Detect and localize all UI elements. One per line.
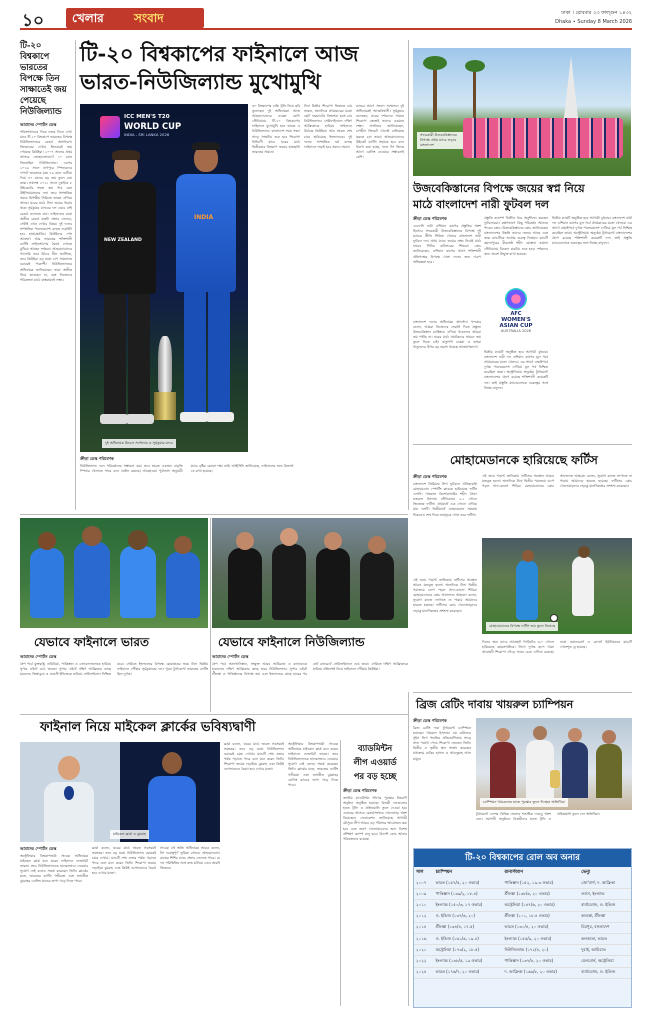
logo-text-a: খেলার xyxy=(72,11,104,25)
cell-year: ২০০৯ xyxy=(414,889,434,900)
cell-winner: ভারত (১৭৬/৭, ২০ ওভার) xyxy=(434,967,503,978)
cell-venue: দুবাই, আমিরাত xyxy=(579,945,631,956)
table-row xyxy=(414,889,631,900)
main-body-d: নিউজিল্যান্ড দলে পরিবর্তনের সম্ভাবনা কম। তবে ভারত একজন বাড়তি স্পিনার খেলাতে পারে বলে গুঞ্জন রয়েছে। আবহাওয়া পূর্বাভাস অনুযায়ী ম্যাচে বৃষ্টির কোনো শঙ্কা নেই। আইসিসি জানিয়েছে, ফাইনালের জন্য রিজার্ভ ডে রাখা হয়েছে। xyxy=(80,464,294,474)
cell-venue: জো'বার্গ, দ. আফ্রিকা xyxy=(579,878,631,889)
cell-venue: কলকাতা, ভারত xyxy=(579,933,631,944)
clarke-headline: ফাইনাল নিয়ে মাইকেল ক্লার্কের ভবিষ্যদ্বাণী xyxy=(40,720,256,735)
india-final-headline: যেভাবে ফাইনালে ভারত xyxy=(34,635,149,649)
cell-year: ২০১৪ xyxy=(414,922,434,933)
india-final-text xyxy=(20,654,208,710)
cell-winner: ও. ইন্ডিজ (১৩৭/৬, ২০) xyxy=(434,911,503,922)
fortis-photo xyxy=(482,538,632,634)
left-story xyxy=(20,40,72,510)
india-celebration-photo xyxy=(20,518,208,628)
cell-runner: দ. আফ্রিকা (১৬৯/৮, ২০ ওভার) xyxy=(503,967,580,978)
clarke-body-d: ক্লার্ক বলেন, ঘরের মাঠে ভারত সবসময়ই ভয়ংকর। তবে বড় মঞ্চে নিউজিল্যান্ড বরাবরই চমক দেখায়। ম্যাচটি শেষ ওভার পর্যন্ত গড়াতে পারে বলে মনে করেন তিনি। শিরোপা জয়ের লড়াইয়ে বুমরাহ এবং কিউই ওপেনারদের দ্বৈরথ হবে দেখার মতো। xyxy=(224,742,284,772)
badge-line3: ASIAN CUP xyxy=(499,323,533,329)
bridge-award-photo xyxy=(476,718,632,810)
cell-venue: কলম্বো, শ্রীলঙ্কা xyxy=(579,911,631,922)
table-row xyxy=(414,911,631,922)
women-body-b: বাংলাদেশ দলের অধিনায়ক আফঈদা খন্দকার বলেন, আমরা নিজেদের সেরাটা দিতে প্রস্তুত। উজবেকিস্তান র‌্যাঙ্কিংয়ে এগিয়ে থাকলেও আমরা ভয় পাচ্ছি না। ঘরের মাঠে সমর্থকদের সামনে জয় তুলে নিতে চাই। ঋতুপর্ণা চাকমা ও তহুরা খাতুনদের উপর বড় ভরসা থাকছে আক্রমণভাগে। xyxy=(413,320,481,350)
women-body-d: দ্বিতীয় ম্যাচটি অনুষ্ঠিত হবে আগামী বুধবার। বাংলাদেশ নারী দল এশিয়ান কাপের মূল পর্বে প্রথমবারের মতো খেলবে। এর আগে বাছাইপর্বে দুর্দান্ত পারফরম্যান্স দেখিয়ে মূল পর্ব নিশ্চিত করেছিল তারা। অস্ট্রেলিয়ায় অনুষ্ঠেয় টুর্নামেন্টে বাংলাদেশের গ্রুপে রয়েছে শক্তিশালী কয়েকটি দল। তাই প্রস্তুতি ম্যাচগুলোকে গুরুত্বের সঙ্গে নিচ্ছে বাফুফে। xyxy=(552,216,632,246)
fortis-body-c: দিনের অন্য ম্যাচে আবাহনী লিমিটেড ৩-০ গোলে হারিয়েছে রহমতগঞ্জকে। লিগে দুর্দান্ত ছন্দে থাকা আবাহনী শিরোপা দৌড়ে সবার চেয়ে এগিয়ে রয়েছে। ঢাকা ওয়ান্ডারার্স ও ব্রাদার্স ইউনিয়নের ম্যাচটি গোলশূন্য ড্র হয়েছে। xyxy=(482,640,632,655)
col-runner: রানার্সআপ xyxy=(504,870,524,875)
player-white xyxy=(572,556,594,616)
cell-year: ২০১২ xyxy=(414,911,434,922)
main-body-a: ৩০ বিশ্বকাপের বাকি ট্রফি নিয়ে ছবি তুলেছেন দুই অধিনায়ক। আজ আহমেদাবাদের নরেন্দ্র মোদি স্টেডিয়ামে টি-২০ বিশ্বকাপের ফাইনালে মুখোমুখি হবে ভারত ও নিউজিল্যান্ড। বাংলাদেশ সময় সন্ধ্যা সাড়ে সাতটায় শুরু হবে শিরোপা নির্ধারণী ম্যাচ। ঘরের মাঠে দ্বিতীয়বার বিশ্বকাপ জয়ের হাতছানি ভারতের সামনে। xyxy=(252,104,300,154)
clarke-body-e: অস্ট্রেলিয়ার বিশ্বকাপজয়ী সাবেক অধিনায়ক মাইকেল ক্লার্ক মনে করেন ফাইনালে ফেভারিট ভারত। তবে নিউজিল্যান্ডকে হালকাভাবে নেওয়ার সুযোগ নেই বলেও সতর্ক করেছেন তিনি। ক্লার্কের মতে, ভারতের ব্যাটিং গভীরতা এবং জসপ্রীত বুমরাহর বোলিং ম্যাচের ভাগ্য গড়ে দিতে পারে। xyxy=(288,742,338,787)
table-body xyxy=(414,878,631,978)
clarke-body-b: ক্লার্ক বলেন, ঘরের মাঠে ভারত সবসময়ই ভয়ংকর। তবে বড় মঞ্চে নিউজিল্যান্ড বরাবরই চমক দেখায়। ম্যাচটি শেষ ওভার পর্যন্ত গড়াতে পারে বলে মনে করেন তিনি। শিরোপা জয়ের লড়াইয়ে বুমরাহ এবং কিউই ওপেনারদের দ্বৈরথ হবে দেখার মতো। xyxy=(92,846,156,876)
page-number: ১০ xyxy=(22,11,45,31)
masthead xyxy=(20,8,632,30)
clarke-byline: আমাদের স্পোর্টস ডেস্ক xyxy=(20,846,57,851)
badminton-story xyxy=(343,742,407,1006)
cell-winner: শ্রীলঙ্কা (১৩৪/৪, ১৭.৫) xyxy=(434,922,503,933)
wc-logo xyxy=(100,114,230,140)
bridge-caption: চ্যাম্পিয়ন খায়রুলের হাতে পুরস্কার তুলে দিচ্ছেন অতিথিরা xyxy=(480,798,568,807)
bridge-headline: ব্রিজ রেটিং দাবায় খায়রুল চ্যাম্পিয়ন xyxy=(416,698,574,711)
main-body-c: ম্যাচের আগে সংবাদ সম্মেলনে দুই অধিনায়কই আত্মবিশ্বাসী। সূর্যকুমার বলেছেন, ঘরের দর্শকদের সামনে শিরোপা জেতাই তাদের একমাত্র লক্ষ্য। স্যান্টনার জানিয়েছেন, চাপহীন ক্রিকেট খেলেই বাজিমাত করতে চান তারা। আহমেদাবাদের উইকেট ব্যাটিং সহায়ক হবে বলে ধারণা করা হচ্ছে, ফলে টস জিতে আগে বোলিং নেওয়ার সম্ভাবনাই বেশি। xyxy=(356,104,404,159)
cell-runner: শ্রীলঙ্কা (১৩৮/৬, ২০ ওভার) xyxy=(503,889,580,900)
women-caption: সফরকারী উজবেকিস্তানের বিপক্ষে প্রথম ম্যাচে লড়বে বাংলাদেশ xyxy=(417,132,463,149)
clarke-caption: মাইকেল ক্লার্ক ও বুমরাহ xyxy=(110,830,149,839)
col-venue: ভেন্যু xyxy=(581,870,591,875)
trophy-small xyxy=(550,770,560,788)
bridge-body-b: টুর্নামেন্টে দেশের বিভিন্ন জেলার শতাধিক দাবাড়ু অংশ নেন। সমাপনী অনুষ্ঠানে বিজয়ীদের হাতে ট্রফি ও প্রাইজমানি তুলে দেন অতিথিরা। xyxy=(476,812,600,822)
main-byline: ক্রীড়া ডেস্ক পরিবেশক xyxy=(80,456,114,461)
players-row xyxy=(463,118,623,158)
logo-text-b: সংবাদ xyxy=(134,11,164,25)
roll-of-honour xyxy=(413,848,632,1008)
cell-venue: লর্ডস, ইংল্যান্ড xyxy=(579,889,631,900)
main-body-b: টানা দ্বিতীয় শিরোপা জিততে চায় ভারত, অন্যদিকে প্রথমবারের মতো ছোট ফরম্যাটের বিশ্বসেরা হতে চায় নিউজিল্যান্ড। সেমিফাইনালে দক্ষিণ আফ্রিকাকে হারিয়ে ফাইনালে উঠেছে কিউইরা। আর ভারত শেষ চারে হারিয়েছে ইংল্যান্ডকে। দুই দলের সাম্প্রতিক ফর্ম বলছে ফাইনালে লড়াই হবে সমানে সমান। xyxy=(304,104,352,149)
badminton-headline-3: পর বড় হচ্ছে xyxy=(353,771,397,781)
cell-runner: ভারত (১৩০/৪, ২০ ওভার) xyxy=(503,922,580,933)
bridge-byline: ক্রীড়া ডেস্ক পরিবেশক xyxy=(413,718,447,723)
cell-year: ২০১০ xyxy=(414,900,434,911)
fortis-body-a: বাংলাদেশ প্রিমিয়ার লিগ ফুটবলে ঐতিহ্যবাহী মোহামেডান স্পোর্টিং ক্লাবকে হারিয়েছে ফর্টিস এফসি। গতকাল কিশোরগঞ্জের শহীদ সৈয়দ নজরুল ইসলাম স্টেডিয়ামে ২-১ গোলে জিতেছে ফর্টিস। প্রথমার্ধে এক গোলে এগিয়ে যায় দলটি। দ্বিতীয়ার্ধে মোহামেডান সমতায় ফিরলেও শেষ দিকে জয়সূচক গোল করে ফর্টিস। xyxy=(413,482,477,517)
cell-runner: ইংল্যান্ড (১৫৫/৯, ২০ ওভার) xyxy=(503,933,580,944)
india-final-byline: আমাদের স্পোর্টস ডেস্ক xyxy=(20,654,57,659)
cell-winner: ইংল্যান্ড (১৩৮/৫, ১৯ ওভার) xyxy=(434,956,503,967)
date-bn: ঢাকা । রোববার ২৩ ফাল্গুন ১৪৩২ xyxy=(561,10,632,16)
table-row xyxy=(414,922,631,933)
table-row xyxy=(414,967,631,978)
cell-runner: অস্ট্রেলিয়া (১৪৭/৬, ২০ ওভার) xyxy=(503,900,580,911)
player-suryakumar xyxy=(170,144,242,442)
table-title: টি-২০ বিশ্বকাপের রোল অব অনার xyxy=(414,849,631,867)
nz-celebration-photo xyxy=(212,518,408,628)
table-row xyxy=(414,878,631,889)
cell-year: ২০২২ xyxy=(414,956,434,967)
left-byline: আমাদের স্পোর্টস ডেস্ক xyxy=(20,122,57,127)
jersey-text-india: INDIA xyxy=(194,214,214,221)
badge-line1: AFC xyxy=(510,311,522,317)
women-body-c2: দ্বিতীয় ম্যাচটি অনুষ্ঠিত হবে আগামী বুধবার। বাংলাদেশ নারী দল এশিয়ান কাপের মূল পর্বে প্রথমবারের মতো খেলবে। এর আগে বাছাইপর্বে দুর্দান্ত পারফরম্যান্স দেখিয়ে মূল পর্ব নিশ্চিত করেছিল তারা। অস্ট্রেলিয়ায় অনুষ্ঠেয় টুর্নামেন্টে বাংলাদেশের গ্রুপে রয়েছে শক্তিশালী কয়েকটি দল। তাই প্রস্তুতি ম্যাচগুলোকে গুরুত্বের সঙ্গে নিচ্ছে বাফুফে। xyxy=(484,350,548,390)
cell-year: ২০২১ xyxy=(414,945,434,956)
nz-final-body: গ্রুপ পর্বে আফগানিস্তান, সংযুক্ত আরব আমিরাত ও কানাডাকে হারালেও দক্ষিণ আফ্রিকার কাছে হারে নিউজিল্যান্ড। সুপার এইটে শ্রীলঙ্কা ও পাকিস্তানের বিপক্ষে জয় এবং ইংল্যান্ডের কাছে হারের পর নেট রানরেটে সেমিফাইনালে ওঠে তারা। সেমিতে দক্ষিণ আফ্রিকাকে হারিয়ে প্রতিশোধ নিয়ে ফাইনালে পৌঁছায় কিউইরা। xyxy=(212,662,408,677)
trophy xyxy=(150,336,180,422)
col-year: সাল xyxy=(416,870,424,875)
wc-line3: INDIA - SRI LANKA 2026 xyxy=(124,132,170,137)
clarke-body-c: সাবেক এই অজি অধিনায়ক আরও বলেন, টস গুরুত্বপূর্ণ ভূমিকা রাখবে। আহমেদাবাদে রাতের শিশির ম্যাচে প্রভাব ফেলতে পারে। যে দল পরিস্থিতির সঙ্গে দ্রুত মানিয়ে নেবে তারাই জিতবে। xyxy=(160,846,220,871)
cell-winner: ইংল্যান্ড (১৫০/৩, ১৭ ওভার) xyxy=(434,900,503,911)
women-headline-line1: উজবেকিস্তানের বিপক্ষে জয়ের স্বপ্ন নিয়ে xyxy=(413,182,585,195)
cell-venue: মেলবোর্ন, অস্ট্রেলিয়া xyxy=(579,956,631,967)
table-header-row xyxy=(414,867,631,878)
india-final-body: গ্রুপ পর্বে যুক্তরাষ্ট্র, নামিবিয়া, পাকিস্তান ও নেদারল্যান্ডসকে হারিয়ে সুপার এইটে ওঠে ভারত। সুপার এইটে দক্ষিণ আফ্রিকার কাছে হারলেও জিম্বাবুয়ে ও ওয়েস্ট ইন্ডিজকে হারিয়ে সেমিফাইনাল নিশ্চিত করে। সেমিতে ইংল্যান্ডের বিপক্ষে রোমাঞ্চকর জয়ে টানা দ্বিতীয় ফাইনালে পৌঁছায় সূর্যকুমারের দল। পুরো টুর্নামেন্টে ভারতের ব্যাটিং ছিল দুর্দান্ত। xyxy=(20,662,208,677)
women-body-c: প্রস্তুতি ক্যাম্পে দীর্ঘদিন ধরে অনুশীলন করছেন ফুটবলাররা। রক্ষণভাগে কিছু পরিবর্তন আনতে পারেন কোচ। উজবেকিস্তানের কোচ জানিয়েছেন বাংলাদেশের উন্নতি তাদের নজরে আছে এবং তারা ম্যাচটিকে সর্বোচ্চ গুরুত্ব দিচ্ছেন। ম্যাচটি কমলাপুরের বীরশ্রেষ্ঠ শহীদ মোস্তফা কামাল স্টেডিয়ামে বিকেল চারটায় শুরু হবে। দর্শকদের জন্য প্রবেশ উন্মুক্ত রাখা হয়েছে। xyxy=(484,216,548,256)
cell-winner: ভারত (১৫৭/৫, ২০ ওভার) xyxy=(434,878,503,889)
badge-line2: WOMEN'S xyxy=(501,317,531,323)
cell-runner: পাকিস্তান (১৫২, ১৯.৩ ওভার) xyxy=(503,878,580,889)
player-blue xyxy=(516,560,538,620)
women-team-photo xyxy=(413,48,631,176)
clarke-col-a xyxy=(20,846,88,1006)
cell-venue: বার্বাডোজ, ও. ইন্ডিজ xyxy=(579,967,631,978)
women-body-a: এএফসি নারী এশিয়ান কাপের প্রস্তুতির অংশ হিসেবে সফরকারী উজবেকিস্তানের বিপক্ষে দুই ম্যাচের প্রীতি সিরিজ খেলবে বাংলাদেশ নারী ফুটবল দল। প্রথম ম্যাচে জয়ের লক্ষ্য নিয়েই মাঠে নামবে পিটার বাটলারের শিষ্যরা। কোচ জানিয়েছেন, এশিয়ান কাপের আগে শক্তিশালী প্রতিপক্ষের বিপক্ষে খেলা দলের জন্য দারুণ অভিজ্ঞতা হবে। xyxy=(413,224,481,264)
fortis-caption: মোহামেডানের বিপক্ষে ফর্টিস জয় তুলে নিয়েছে xyxy=(486,622,558,631)
wc-line2: WORLD CUP xyxy=(124,121,182,131)
table-row xyxy=(414,933,631,944)
women-byline: ক্রীড়া ডেস্ক পরিবেশক xyxy=(413,216,447,221)
fortis-body-top: এই জয়ে পয়েন্ট তালিকায় ফর্টিসের অবস্থান আরও মজবুত হলো। অন্যদিকে টানা দ্বিতীয় পরাজয়ে চাপে পড়ল সাদা-কালো শিবির। মোহামেডানের কোচ আলফাজ আহমেদ বলেন, সুযোগ কাজে লাগাতে না পারায় আমাদের হারতে হয়েছে। ফর্টিসের কোচ খেলোয়াড়দের লড়াকু মানসিকতার প্রশংসা করেছেন। xyxy=(482,474,632,489)
nz-final-headline: যেভাবে ফাইনালে নিউজিল্যান্ড xyxy=(218,635,365,649)
bridge-body-a: ব্রিজ রেটিং দাবা টুর্নামেন্টে চ্যাম্পিয়ন হয়েছেন খায়রুল ইসলাম। নয় রাউন্ডের সুইস লিগ পদ্ধতির প্রতিযোগিতায় সাড়ে সাত পয়েন্ট পেয়ে শিরোপা জেতেন তিনি। দ্বিতীয় ও তৃতীয় স্থান অর্জন করেছেন যথাক্রমে রাকিব হাসান ও আবদুল্লাহ আল মামুন। xyxy=(413,726,471,761)
fortis-col-a xyxy=(413,474,477,688)
badminton-body: জাতীয় ব্যাডমিন্টন লীগের পুরস্কার বিতরণী অনুষ্ঠান অনুষ্ঠিত হয়েছে। বিজয়ী দলগুলোর হাতে ট্রফি ও প্রাইজমানি তুলে দেওয়া হয়। এবারের আসরে রেকর্ডসংখ্যক খেলোয়াড় অংশ নিয়েছেন। ফেডারেশন জানিয়েছে আগামী মৌসুমে লীগ আরও বড় পরিসরে আয়োজন করা হবে এবং তরুণ খেলোয়াড়দের জন্য বিশেষ প্রশিক্ষণ ক্যাম্প চালু হবে। বিদেশি কোচ আনার পরিকল্পনাও রয়েছে। xyxy=(343,796,407,841)
cell-year: ২০০৭ xyxy=(414,878,434,889)
photo-caption: দুই অধিনায়ক মিচেল স্যান্টনার ও সূর্যকুমার যাদব xyxy=(102,439,176,448)
fortis-headline: মোহামেডানকে হারিয়েছে ফর্টিস xyxy=(450,453,598,467)
captains-photo xyxy=(80,104,248,452)
main-headline-line1: টি-২০ বিশ্বকাপের ফাইনালে আজ xyxy=(80,41,359,66)
winners-table xyxy=(414,867,631,979)
bumrah-figure xyxy=(144,752,200,842)
nz-final-byline: আমাদের স্পোর্টস ডেস্ক xyxy=(212,654,249,659)
section-logo xyxy=(66,8,204,28)
fortis-byline: ক্রীড়া ডেস্ক পরিবেশক xyxy=(413,474,447,479)
women-col-a xyxy=(413,216,481,436)
nz-final-text xyxy=(212,654,408,710)
clarke-bumrah-photo xyxy=(20,742,220,842)
cell-runner: শ্রীলঙ্কা (১০১, ১৮.৪ ওভার) xyxy=(503,911,580,922)
cell-winner: অস্ট্রেলিয়া (১৭৩/২, ১৮.৫) xyxy=(434,945,503,956)
table-row xyxy=(414,945,631,956)
asian-cup-badge xyxy=(484,286,548,346)
cell-year: ২০১৬ xyxy=(414,933,434,944)
badminton-headline-2: লীগ এওয়ার্ড xyxy=(353,757,397,767)
cell-winner: পাকিস্তান (১৩৯/২, ১৮.৪) xyxy=(434,889,503,900)
cell-year: ২০২৪ xyxy=(414,967,434,978)
clarke-figure xyxy=(44,756,94,842)
date-en: Dhaka ∙ Sunday 8 March 2026 xyxy=(555,19,632,25)
badminton-byline: ক্রীড়া ডেস্ক পরিবেশক xyxy=(343,788,377,793)
cell-venue: মিরপুর, বাংলাদেশ xyxy=(579,922,631,933)
badminton-headline-1: ব্যাডমিন্টন xyxy=(357,743,393,753)
left-body: পরিসংখ্যানের দিকে নজর দিলে দেখা যাবে টি-২০ বিশ্বকাপে ভারতের বিপক্ষে নিউজিল্যান্ডের রেকর্ড অসাধারণ। তিনবারের দেখায় তিনবারই জয় পেয়েছে কিউইরা। ২০০৭ সালের প্রথম আসরে জোহানেসবার্গে ১০ রানে জিতেছিল নিউজিল্যান্ড। এরপর ২০১৬ সালে নাগপুরে স্পিনারদের দাপটে ভারতকে মাত্র ৭৯ রানে গুটিয়ে দিয়ে ৪৭ রানের বড় জয় তুলে নেয় তারা। সর্বশেষ ২০২১ সালে দুবাইয়ে ৮ উইকেটের সহজ জয় পায় কেন উইলিয়ামসনের দল। তবে সাম্প্রতিক সময়ে দ্বিপক্ষীয় সিরিজে ভারত এগিয়ে আছে। ঘরের মাঠে টানা জয়ের ধারায় থাকা সূর্যকুমার যাদবের দল এবার সেই রেকর্ড বদলাতে চায়। ফাইনালের মঞ্চে অতীত রেকর্ড কতটা প্রভাব ফেলবে, সেটাই এখন দেখার বিষয়। দুই দলের সাম্প্রতিক পারফরম্যান্স বলছে লড়াইটা হবে হাড্ডাহাড্ডি। কিউইদের পেস আক্রমণ আর ভারতের শক্তিশালী ব্যাটিং লাইনআপের দ্বৈরথ দেখতে মুখিয়ে আছেন দর্শকরা। আহমেদাবাদের গ্যালারি ভরে উঠবে নীল জার্সিতে, তবে কিউইরা বড় মঞ্চে চাপ সামলাতে বরাবরই পারদর্শী। নিউজিল্যান্ডের অধিনায়ক জানিয়েছেন তারা অতীত নিয়ে ভাবছেন না, বরং নিজেদের পরিকল্পনা মাঠে বাস্তবায়নই লক্ষ্য। xyxy=(20,130,72,282)
fortis-body-b: এই জয়ে পয়েন্ট তালিকায় ফর্টিসের অবস্থান আরও মজবুত হলো। অন্যদিকে টানা দ্বিতীয় পরাজয়ে চাপে পড়ল সাদা-কালো শিবির। মোহামেডানের কোচ আলফাজ আহমেদ বলেন, সুযোগ কাজে লাগাতে না পারায় আমাদের হারতে হয়েছে। ফর্টিসের কোচ খেলোয়াড়দের লড়াকু মানসিকতার প্রশংসা করেছেন। xyxy=(413,578,477,613)
women-headline-line2: মাঠে বাংলাদেশ নারী ফুটবল দল xyxy=(413,198,549,211)
col-winner: চ্যাম্পিয়ন xyxy=(435,870,453,875)
wc-line1: ICC MEN'S T20 xyxy=(124,114,170,120)
jersey-text-nz: NEW ZEALAND xyxy=(104,238,142,243)
left-headline: টি-২০ বিশ্বকাপে ভারতের বিপক্ষে তিন সাক্ষাতেই জয় পেয়েছে নিউজিল্যান্ড xyxy=(20,40,67,116)
bridge-col-a xyxy=(413,718,471,842)
cell-runner: পাকিস্তান (১৩৭/৮, ২০ ওভার) xyxy=(503,956,580,967)
table-row xyxy=(414,900,631,911)
badge-line4: AUSTRALIA 2026 xyxy=(500,329,532,333)
cell-winner: ও. ইন্ডিজ (১৬১/৬, ১৯.৪) xyxy=(434,933,503,944)
table-row xyxy=(414,956,631,967)
main-headline-line2: ভারত-নিউজিল্যান্ড মুখোমুখি xyxy=(80,69,321,94)
clarke-body-a: অস্ট্রেলিয়ার বিশ্বকাপজয়ী সাবেক অধিনায়ক মাইকেল ক্লার্ক মনে করেন ফাইনালে ফেভারিট ভারত। তবে নিউজিল্যান্ডকে হালকাভাবে নেওয়ার সুযোগ নেই বলেও সতর্ক করেছেন তিনি। ক্লার্কের মতে, ভারতের ব্যাটিং গভীরতা এবং জসপ্রীত বুমরাহর বোলিং ম্যাচের ভাগ্য গড়ে দিতে পারে। xyxy=(20,854,88,884)
main-bottom-text xyxy=(80,456,404,510)
cell-venue: বার্বাডোজ, ও. ইন্ডিজ xyxy=(579,900,631,911)
ball xyxy=(550,614,558,622)
cell-runner: নিউজিল্যান্ড (১৭২/৪, ২০) xyxy=(503,945,580,956)
